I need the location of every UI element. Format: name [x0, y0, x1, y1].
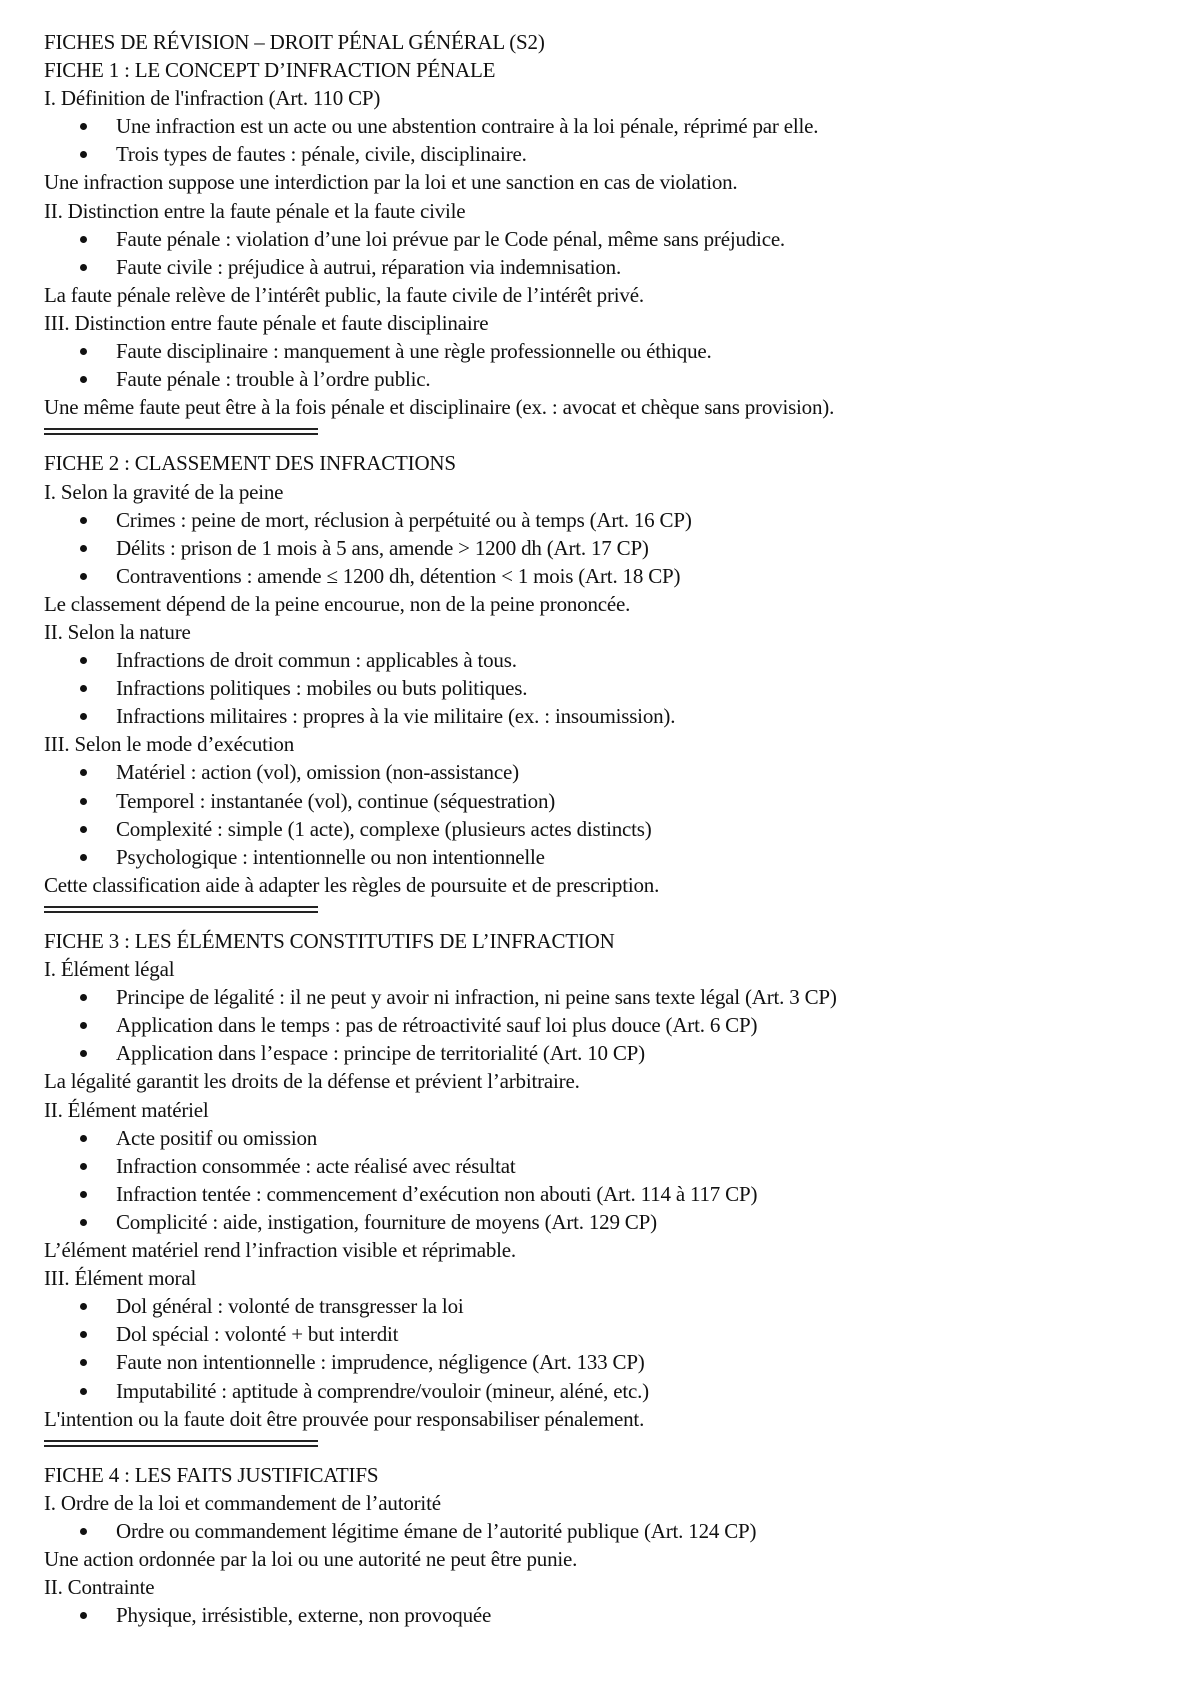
section-title: II. Contrainte — [44, 1575, 155, 1600]
fiche-heading: FICHE 2 : CLASSEMENT DES INFRACTIONS — [44, 451, 456, 476]
bullet-item — [44, 1208, 1174, 1236]
bullet-icon — [80, 236, 87, 243]
bullet-item — [44, 225, 1174, 253]
fiche-heading: FICHE 4 : LES FAITS JUSTIFICATIFS — [44, 1462, 379, 1487]
bullet-list — [44, 1292, 1174, 1404]
bullet-icon — [80, 826, 87, 833]
bullet-item — [44, 787, 1174, 815]
fiche-block — [44, 56, 1174, 421]
bullet-icon — [80, 1022, 87, 1029]
bullet-icon — [80, 1191, 87, 1198]
bullet-item — [44, 983, 1174, 1011]
bullet-text: Une infraction est un acte ou une abstention contraire à la loi pénale, réprimé par elle. — [116, 114, 819, 139]
bullet-text: Infractions militaires : propres à la vie militaire (ex. : insoumission). — [116, 704, 676, 729]
bullet-item — [44, 506, 1174, 534]
bullet-icon — [80, 348, 87, 355]
bullet-text: Application dans le temps : pas de rétroactivité sauf loi plus douce (Art. 6 CP) — [116, 1013, 758, 1038]
bullet-list — [44, 1517, 1174, 1545]
section-title: I. Définition de l'infraction (Art. 110 CP) — [44, 86, 381, 111]
bullet-list — [44, 983, 1174, 1067]
section-divider — [44, 1433, 318, 1461]
section-summary: La faute pénale relève de l’intérêt public, la faute civile de l’intérêt privé. — [44, 282, 644, 307]
bullet-text: Faute non intentionnelle : imprudence, négligence (Art. 133 CP) — [116, 1350, 645, 1375]
bullet-text: Faute disciplinaire : manquement à une règle professionnelle ou éthique. — [116, 339, 712, 364]
bullet-icon — [80, 685, 87, 692]
section-summary: Le classement dépend de la peine encourue, non de la peine prononcée. — [44, 591, 631, 616]
bullet-list — [44, 506, 1174, 590]
bullet-item — [44, 140, 1174, 168]
bullet-text: Trois types de fautes : pénale, civile, disciplinaire. — [116, 142, 527, 167]
bullet-item — [44, 562, 1174, 590]
bullet-icon — [80, 769, 87, 776]
bullet-item — [44, 815, 1174, 843]
section-title: II. Selon la nature — [44, 619, 191, 644]
bullet-icon — [80, 1135, 87, 1142]
bullet-icon — [80, 545, 87, 552]
bullet-icon — [80, 376, 87, 383]
document — [44, 28, 1174, 1629]
bullet-list — [44, 1124, 1174, 1236]
bullet-icon — [80, 123, 87, 130]
bullet-icon — [80, 264, 87, 271]
bullet-text: Complexité : simple (1 acte), complexe (plusieurs actes distincts) — [116, 816, 652, 841]
document-title: FICHES DE RÉVISION – DROIT PÉNAL GÉNÉRAL (S2) — [44, 30, 545, 54]
section-summary: Cette classification aide à adapter les règles de poursuite et de prescription. — [44, 872, 660, 897]
bullet-list — [44, 758, 1174, 870]
bullet-item — [44, 1348, 1174, 1376]
bullet-text: Faute pénale : trouble à l’ordre public. — [116, 367, 431, 392]
bullet-text: Psychologique : intentionnelle ou non intentionnelle — [116, 844, 545, 869]
bullet-text: Dol spécial : volonté + but interdit — [116, 1322, 399, 1347]
bullet-list — [44, 1601, 1174, 1629]
bullet-text: Application dans l’espace : principe de territorialité (Art. 10 CP) — [116, 1041, 645, 1066]
bullet-item — [44, 1601, 1174, 1629]
bullet-text: Ordre ou commandement légitime émane de l’autorité publique (Art. 124 CP) — [116, 1518, 757, 1543]
bullet-item — [44, 674, 1174, 702]
bullet-icon — [80, 1303, 87, 1310]
bullet-text: Temporel : instantanée (vol), continue (séquestration) — [116, 788, 556, 813]
bullet-text: Infraction consommée : acte réalisé avec résultat — [116, 1153, 516, 1178]
bullet-item — [44, 843, 1174, 871]
bullet-icon — [80, 151, 87, 158]
section-summary: L'intention ou la faute doit être prouvée pour responsabiliser pénalement. — [44, 1406, 645, 1431]
bullet-item — [44, 365, 1174, 393]
bullet-item — [44, 1377, 1174, 1405]
bullet-icon — [80, 1219, 87, 1226]
bullet-item — [44, 1011, 1174, 1039]
section-summary: La légalité garantit les droits de la défense et prévient l’arbitraire. — [44, 1069, 580, 1094]
bullet-text: Faute civile : préjudice à autrui, réparation via indemnisation. — [116, 254, 622, 279]
section-title: III. Élément moral — [44, 1266, 197, 1291]
section-summary: Une infraction suppose une interdiction par la loi et une sanction en cas de violation. — [44, 170, 738, 195]
bullet-item — [44, 1152, 1174, 1180]
bullet-text: Acte positif ou omission — [116, 1125, 318, 1150]
bullet-text: Matériel : action (vol), omission (non-assistance) — [116, 760, 519, 785]
section-summary: Une même faute peut être à la fois pénale et disciplinaire (ex. : avocat et chèque sans provision). — [44, 395, 835, 420]
fiche-heading: FICHE 1 : LE CONCEPT D’INFRACTION PÉNALE — [44, 58, 496, 83]
bullet-item — [44, 534, 1174, 562]
bullet-icon — [80, 1612, 87, 1619]
bullet-icon — [80, 573, 87, 580]
bullet-text: Faute pénale : violation d’une loi prévue par le Code pénal, même sans préjudice. — [116, 226, 785, 251]
bullet-text: Délits : prison de 1 mois à 5 ans, amende > 1200 dh (Art. 17 CP) — [116, 535, 649, 560]
bullet-icon — [80, 854, 87, 861]
section-summary: Une action ordonnée par la loi ou une autorité ne peut être punie. — [44, 1547, 578, 1572]
bullet-icon — [80, 517, 87, 524]
bullet-text: Contraventions : amende ≤ 1200 dh, détention < 1 mois (Art. 18 CP) — [116, 563, 681, 588]
bullet-text: Infractions de droit commun : applicables à tous. — [116, 648, 517, 673]
section-divider — [44, 421, 318, 449]
bullet-text: Principe de légalité : il ne peut y avoir ni infraction, ni peine sans texte légal (Art. 3 CP) — [116, 985, 837, 1010]
bullet-text: Infractions politiques : mobiles ou buts politiques. — [116, 676, 528, 701]
bullet-item — [44, 1180, 1174, 1208]
bullet-item — [44, 253, 1174, 281]
bullet-text: Infraction tentée : commencement d’exécution non abouti (Art. 114 à 117 CP) — [116, 1181, 758, 1206]
section-summary: L’élément matériel rend l’infraction visible et réprimable. — [44, 1238, 516, 1263]
section-title: II. Élément matériel — [44, 1097, 209, 1122]
bullet-item — [44, 1124, 1174, 1152]
bullet-icon — [80, 1359, 87, 1366]
bullet-item — [44, 702, 1174, 730]
bullet-icon — [80, 1388, 87, 1395]
bullet-icon — [80, 657, 87, 664]
section-title: II. Distinction entre la faute pénale et la faute civile — [44, 198, 466, 223]
section-title: I. Ordre de la loi et commandement de l’autorité — [44, 1490, 441, 1515]
section-divider — [44, 899, 318, 927]
bullet-item — [44, 1292, 1174, 1320]
bullet-item — [44, 112, 1174, 140]
bullet-text: Imputabilité : aptitude à comprendre/vouloir (mineur, aléné, etc.) — [116, 1378, 649, 1403]
bullet-text: Crimes : peine de mort, réclusion à perpétuité ou à temps (Art. 16 CP) — [116, 507, 692, 532]
fiche-heading: FICHE 3 : LES ÉLÉMENTS CONSTITUTIFS DE L’INFRACTION — [44, 929, 615, 953]
bullet-item — [44, 1517, 1174, 1545]
fiche-block — [44, 927, 1174, 1433]
bullet-icon — [80, 994, 87, 1001]
bullet-icon — [80, 798, 87, 805]
bullet-list — [44, 337, 1174, 393]
bullet-item — [44, 1320, 1174, 1348]
bullet-icon — [80, 1528, 87, 1535]
section-title: I. Selon la gravité de la peine — [44, 479, 284, 504]
bullet-item — [44, 337, 1174, 365]
bullet-icon — [80, 713, 87, 720]
bullet-text: Complicité : aide, instigation, fourniture de moyens (Art. 129 CP) — [116, 1209, 657, 1234]
section-title: I. Élément légal — [44, 957, 175, 982]
bullet-text: Physique, irrésistible, externe, non provoquée — [116, 1603, 492, 1628]
bullet-icon — [80, 1163, 87, 1170]
bullet-text: Dol général : volonté de transgresser la loi — [116, 1294, 464, 1319]
bullet-list — [44, 225, 1174, 281]
fiche-block — [44, 449, 1174, 899]
bullet-list — [44, 112, 1174, 168]
section-title: III. Distinction entre faute pénale et faute disciplinaire — [44, 310, 489, 335]
bullet-item — [44, 646, 1174, 674]
bullet-icon — [80, 1050, 87, 1057]
fiche-block — [44, 1461, 1174, 1630]
bullet-item — [44, 758, 1174, 786]
bullet-list — [44, 646, 1174, 730]
bullet-icon — [80, 1331, 87, 1338]
fiches-container — [44, 56, 1174, 1629]
section-title: III. Selon le mode d’exécution — [44, 732, 294, 757]
bullet-item — [44, 1039, 1174, 1067]
